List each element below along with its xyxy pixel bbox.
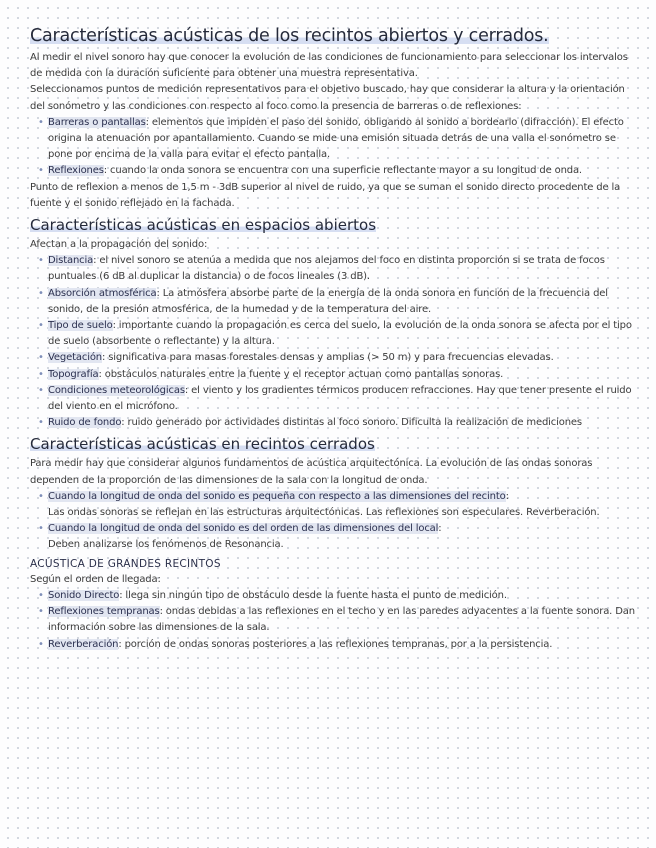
- list-item: • Reverberación: porción de ondas sonoras posteriores a las reflexiones tempranas, por a la persistencia.: [48, 637, 636, 653]
- closed-case-list-2: [30, 521, 636, 537]
- section-large-lead: Según el orden de llegada:: [30, 573, 161, 585]
- list-item: • Distancia: el nivel sonoro se atenúa a medida que nos alejamos del foco en distinta proporción si se trata de focos puntuales (6 dB al duplicar la distancia) o de focos lineales (3 dB).: [48, 253, 636, 285]
- list-item: • Reflexiones: cuando la onda sonora se encuentra con una superficie reflectante mayor a su longitud de onda.: [48, 163, 636, 179]
- open-bullet-list: [30, 253, 636, 431]
- list-item: • Reflexiones tempranas: ondas debidas a las reflexiones en el techo y en las paredes adyacentes a la fuente sonora. Dan información sobre las dimensiones de la sala.: [48, 604, 636, 636]
- page-title: Características acústicas de los recintos abiertos y cerrados.: [30, 26, 549, 46]
- section-closed-lead: Para medir hay que considerar algunos fundamentos de acústica arquitectónica. La evolución de las ondas sonoras dependen de la proporción de las dimensiones de la sala con la longitud de onda.: [30, 458, 593, 486]
- list-item: • Absorción atmosférica: La atmósfera absorbe parte de la energía de la onda sonora en función de la frecuencia del sonido, de la presión atmosférica, de la humedad y de la temperatura del aire.: [48, 286, 636, 318]
- list-item: • Topografía: obstáculos naturales entre la fuente y el receptor actuan como pantallas sonoras.: [48, 367, 636, 383]
- reflexion-note: Punto de reflexion a menos de 1,5 m - 3dB superior al nivel de ruido, ya que se suman el sonido directo procedente de la fuente y el sonido reflejado en la fachada.: [30, 181, 621, 209]
- section-heading-closed: Características acústicas en recintos cerrados: [30, 435, 375, 454]
- case-detail: Deben analizarse los fenómenos de Resonancia.: [48, 539, 284, 551]
- list-item: • Cuando la longitud de onda del sonido es del orden de las dimensiones del local:: [48, 521, 636, 537]
- list-item: • Vegetación: significativa para masas forestales densas y amplias (> 50 m) y para frecuencias elevadas.: [48, 350, 636, 366]
- list-item: • Cuando la longitud de onda del sonido es pequeña con respecto a las dimensiones del recinto:: [48, 489, 636, 505]
- section-heading-open: Características acústicas en espacios abiertos: [30, 216, 377, 235]
- large-bullet-list: [30, 588, 636, 653]
- list-item: • Barreras o pantallas: elementos que impiden el paso del sonido, obligando al sonido a bordearlo (difracción). El efecto origina la atenuación por apantallamiento. Cuando se mide una emisión situada detrás de una valla el sonómetro se pone por encima de la valla para evitar el efecto pantalla.: [48, 115, 636, 164]
- closed-case-list: [30, 489, 636, 505]
- section-heading-large: ACÚSTICA DE GRANDES RECINTOS: [30, 557, 221, 570]
- list-item: • Sonido Directo: llega sin ningún tipo de obstáculo desde la fuente hasta el punto de medición.: [48, 588, 636, 604]
- list-item: • Tipo de suelo: importante cuando la propagación es cerca del suelo, la evolución de la onda sonora se afecta por el tipo de suelo (absorbente o reflectante) y la altura.: [48, 318, 636, 350]
- list-item: • Ruido de fondo: ruido generado por actividades distintas al foco sonoro. Dificulta la realización de mediciones: [48, 415, 636, 431]
- intro-paragraph-2: Seleccionamos puntos de medición representativos para el objetivo buscado, hay que considerar la altura y la orientación del sonómetro y las condiciones con respecto al foco como la presencia de barreras o de reflexiones:: [30, 84, 625, 112]
- intro-paragraph-1: Al medir el nivel sonoro hay que conocer la evolución de las condiciones de funcionamiento para seleccionar los intervalos de medida con la duración suficiente para obtener una muestra representativa.: [30, 52, 628, 80]
- section-open-lead: Afectan a la propagación del sonido:: [30, 239, 208, 251]
- case-detail: Las ondas sonoras se reflejan en las estructuras arquitectónicas. Las reflexiones son especulares. Reverberación.: [48, 507, 600, 519]
- intro-bullet-list: [30, 115, 636, 180]
- list-item: • Condiciones meteorológicas: el viento y los gradientes térmicos producen refracciones. Hay que tener presente el ruido del viento en el micrófono.: [48, 383, 636, 415]
